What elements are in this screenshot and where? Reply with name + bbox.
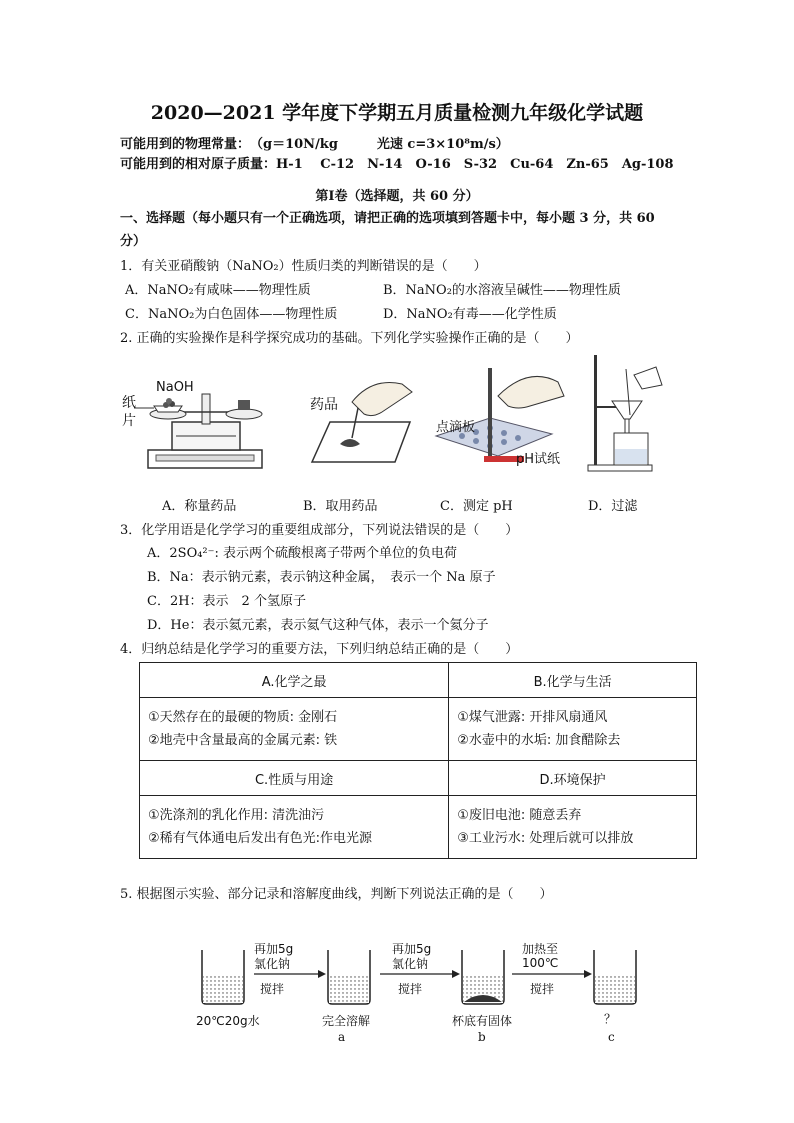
arrow2-top-1: 再加5g: [392, 942, 432, 956]
arrow3-bottom: 搅拌: [530, 982, 555, 996]
q2-option-d: D．过滤: [588, 499, 638, 514]
atomic-mass-line: [120, 155, 674, 175]
q1-option-a: A．NaNO₂有咸味——物理性质: [125, 283, 311, 298]
arrow2-bottom: 搅拌: [398, 982, 423, 996]
atomic-mass-values: H-1 C-12 N-14 O-16 S-32 Cu-64 Zn-65 Ag-108: [276, 157, 674, 172]
ph-paper-label: pH试纸: [516, 452, 561, 467]
q3-stem: 3．化学用语是化学学习的重要组成部分，下列说法错误的是（ ）: [120, 523, 519, 538]
table-cell-b: [449, 698, 697, 761]
table-c-item-1: ①洗涤剂的乳化作用: 清洗油污: [148, 808, 325, 823]
physics-constants: 可能用到的物理常量： （g＝10N/kg 光速 c=3×10⁸m/s）: [120, 137, 509, 152]
atomic-mass-label: 可能用到的相对原子质量：: [120, 157, 277, 172]
q1-option-d: D．NaNO₂有毒——化学性质: [383, 307, 557, 322]
table-d-item-1: ①废旧电池: 随意丢弃: [457, 808, 582, 823]
table-b-item-1: ①煤气泄露: 开排风扇通风: [457, 710, 608, 725]
table-b-item-2: ②水壶中的水垢: 加食醋除去: [457, 733, 621, 748]
beaker-1: [328, 950, 370, 1004]
beaker-2: [462, 950, 504, 1004]
beaker-0: [202, 950, 244, 1004]
q3-option-c: C．2H：表示 2 个氢原子: [147, 594, 306, 609]
label-b: b: [478, 1030, 486, 1044]
beaker0-caption: 20℃20g水: [196, 1014, 260, 1028]
beaker2-caption: 杯底有固体: [452, 1014, 513, 1028]
beaker1-caption: 完全溶解: [322, 1014, 371, 1028]
q2-option-b: B．取用药品: [303, 499, 378, 514]
arrow1-bottom: 搅拌: [260, 982, 285, 996]
q2-option-a: A．称量药品: [162, 499, 237, 514]
filtration-figure: [586, 355, 676, 473]
table-cell-d: [449, 796, 697, 859]
summary-table: [139, 662, 697, 859]
table-a-item-2: ②地壳中含量最高的金属元素: 铁: [148, 733, 338, 748]
arrow2-top-2: 氯化钠: [392, 957, 429, 971]
arrow3-top-2: 100℃: [522, 956, 559, 970]
table-head-d: D.环境保护: [449, 761, 697, 796]
table-head-b: B.化学与生活: [449, 663, 697, 698]
q3-option-d: D．He：表示氦元素，表示氦气这种气体，表示一个氦分子: [147, 618, 489, 633]
table-cell-a: [140, 698, 449, 761]
q2-stem: 2. 正确的实验操作是科学探究成功的基础。下列化学实验操作正确的是（ ）: [120, 331, 579, 346]
section-instructions-2: 分）: [120, 234, 147, 249]
section-heading: 第Ⅰ卷（选择题，共 60 分）: [315, 189, 479, 204]
page-title: 2020—2021 学年度下学期五月质量检测九年级化学试题: [150, 102, 644, 124]
arrow3-top-1: 加热至: [522, 942, 559, 956]
q4-stem: 4．归纳总结是化学学习的重要方法，下列归纳总结正确的是（ ）: [120, 642, 519, 657]
beaker3-caption: ？: [604, 1012, 617, 1026]
q2-option-c: C．测定 pH: [440, 499, 513, 514]
paper-label-1: 纸: [122, 395, 136, 411]
table-head-c: C.性质与用途: [140, 761, 449, 796]
section-instructions-1: 一、选择题（每小题只有一个正确选项，请把正确的选项填到答题卡中，每小题 3 分，共 60: [120, 211, 655, 226]
table-head-a: A.化学之最: [140, 663, 449, 698]
q3-option-b: B．Na：表示钠元素，表示钠这种金属， 表示一个 Na 原子: [147, 570, 496, 585]
arrow1-top-1: 再加5g: [254, 942, 294, 956]
naoh-label: NaOH: [156, 380, 194, 395]
table-d-item-2: ③工业污水: 处理后就可以排放: [457, 831, 634, 846]
table-cell-c: [140, 796, 449, 859]
q1-stem: 1．有关亚硝酸钠（NaNO₂）性质归类的判断错误的是（ ）: [120, 259, 487, 274]
drug-figure: [300, 372, 420, 472]
q1-option-c: C．NaNO₂为白色固体——物理性质: [125, 307, 338, 322]
beaker-3: [594, 950, 636, 1004]
balance-figure: [120, 372, 270, 472]
label-a: a: [338, 1030, 346, 1044]
label-c: c: [608, 1030, 615, 1044]
q3-option-a: A．2SO₄²⁻: 表示两个硫酸根离子带两个单位的负电荷: [147, 546, 458, 561]
plate-label: 点滴板: [436, 420, 476, 435]
table-c-item-2: ②稀有气体通电后发出有色光:作电光源: [148, 831, 373, 846]
q1-option-b: B．NaNO₂的水溶液呈碱性——物理性质: [383, 283, 621, 298]
drug-label: 药品: [310, 397, 338, 413]
paper-label-2: 片: [122, 413, 136, 429]
table-a-item-1: ①天然存在的最硬的物质: 金刚石: [148, 710, 338, 725]
arrow1-top-2: 氯化钠: [254, 957, 291, 971]
q5-stem: 5. 根据图示实验、部分记录和溶解度曲线，判断下列说法正确的是（ ）: [120, 887, 553, 902]
